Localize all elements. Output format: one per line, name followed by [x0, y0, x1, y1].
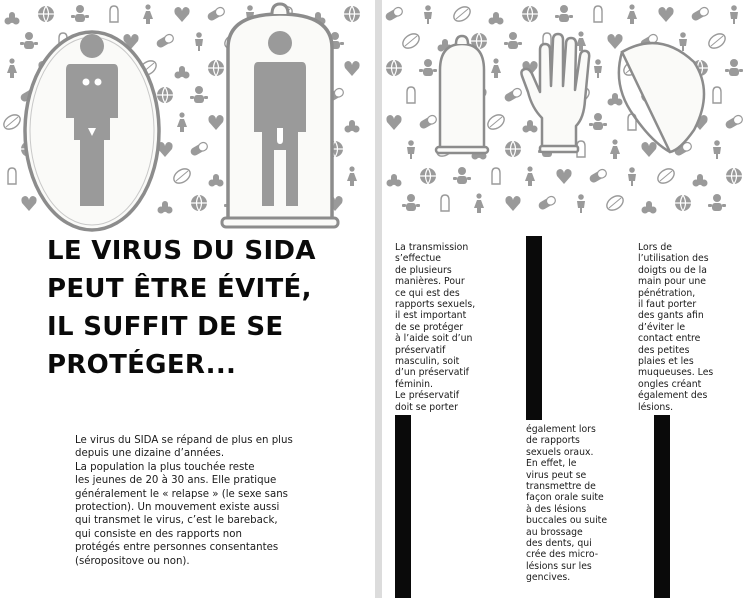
column-line: rapports sexuels, [395, 299, 476, 311]
column-line: féminin. [395, 378, 433, 390]
column-line: doit se porter [395, 401, 458, 413]
column-line: ce qui est des [395, 287, 460, 299]
page-gutter [375, 0, 382, 598]
column-line: façon orale suite [526, 492, 604, 504]
column-line: muqueuses. Les [638, 367, 714, 379]
title-line: PROTÉGER... [47, 350, 237, 380]
column-line: ongles créant [638, 378, 702, 390]
feature-figures [0, 0, 375, 240]
column-line: à l’aide soit d’un [395, 333, 473, 345]
column-line: des dents, qui [526, 538, 592, 550]
column-line: lésions. [638, 401, 674, 413]
femidom-woman-icon [25, 32, 159, 230]
column-line: plaies et les [638, 356, 694, 368]
condom-icon [436, 36, 488, 153]
column-line: des petites [638, 344, 690, 356]
column-line: à des lésions [526, 503, 587, 515]
text-column-2 [526, 424, 636, 584]
column-line: d’un préservatif [395, 367, 469, 379]
title-line: PEUT ÊTRE ÉVITÉ, [47, 274, 312, 304]
intro-line: Le virus du SIDA se répand de plus en plus [75, 435, 293, 446]
intro-paragraph [75, 434, 340, 568]
column-line: lésions sur les [526, 560, 592, 572]
text-column-1 [395, 242, 505, 413]
text-column-3 [638, 242, 748, 413]
intro-line: protection). Un mouvement existe aussi [75, 502, 280, 514]
column-line: buccales ou suite [526, 515, 608, 527]
column-line: En effet, le [526, 458, 577, 470]
column-line: il est important [395, 310, 467, 322]
column-line: doigts ou de la [638, 264, 707, 276]
intro-line: La population la plus touchée reste [75, 461, 255, 473]
condom-man-icon [222, 4, 338, 227]
black-bar [526, 236, 542, 420]
column-line: d’éviter le [638, 321, 686, 333]
column-line: manières. Pour [395, 276, 465, 288]
column-line: préservatif [395, 344, 446, 356]
glove-icon [521, 34, 589, 152]
black-bar [395, 415, 411, 598]
column-line: virus peut se [526, 469, 587, 481]
column-line: sexuels oraux. [526, 446, 594, 458]
column-line: contact entre [638, 333, 701, 345]
intro-line: qui transmet le virus, c’est le bareback, [75, 515, 278, 527]
column-line: main pour une [638, 276, 706, 288]
column-line: Lors de [638, 242, 672, 253]
column-line: au brossage [526, 526, 583, 538]
intro-line: depuis une dizaine d’années. [75, 448, 225, 460]
intro-line: protégés entre personnes consentantes [75, 542, 279, 554]
intro-line: les jeunes de 20 à 30 ans. Elle pratique [75, 475, 277, 487]
intro-line: (séropositove ou non). [75, 555, 190, 567]
column-line: s’effectue [395, 253, 442, 265]
dental-dam-icon [619, 43, 704, 152]
column-line: de plusieurs [395, 264, 452, 276]
feature-protections [382, 0, 749, 240]
column-line: gencives. [526, 572, 571, 584]
title-line: IL SUFFIT DE SE [47, 312, 284, 342]
column-line: de se protéger [395, 321, 464, 333]
column-line: La transmission [395, 242, 469, 253]
black-bar [654, 415, 670, 598]
column-line: transmettre de [526, 481, 596, 493]
intro-line: qui consiste en des rapports non [75, 528, 242, 540]
right-page [382, 0, 749, 598]
column-line: masculin, soit [395, 356, 460, 368]
column-line: il faut porter [638, 299, 697, 311]
column-line: crée des micro- [526, 549, 599, 561]
intro-line: généralement le « relapse » (le sexe sans [75, 488, 288, 500]
column-line: des gants afin [638, 310, 704, 322]
column-line: pénétration, [638, 287, 696, 299]
column-line: de rapports [526, 435, 580, 447]
column-line: l’utilisation des [638, 253, 709, 265]
page-title [47, 232, 375, 384]
column-line: également des [638, 390, 708, 402]
column-line: Le préservatif [395, 390, 460, 402]
title-line: LE VIRUS DU SIDA [47, 236, 316, 266]
column-line: également lors [526, 424, 596, 435]
